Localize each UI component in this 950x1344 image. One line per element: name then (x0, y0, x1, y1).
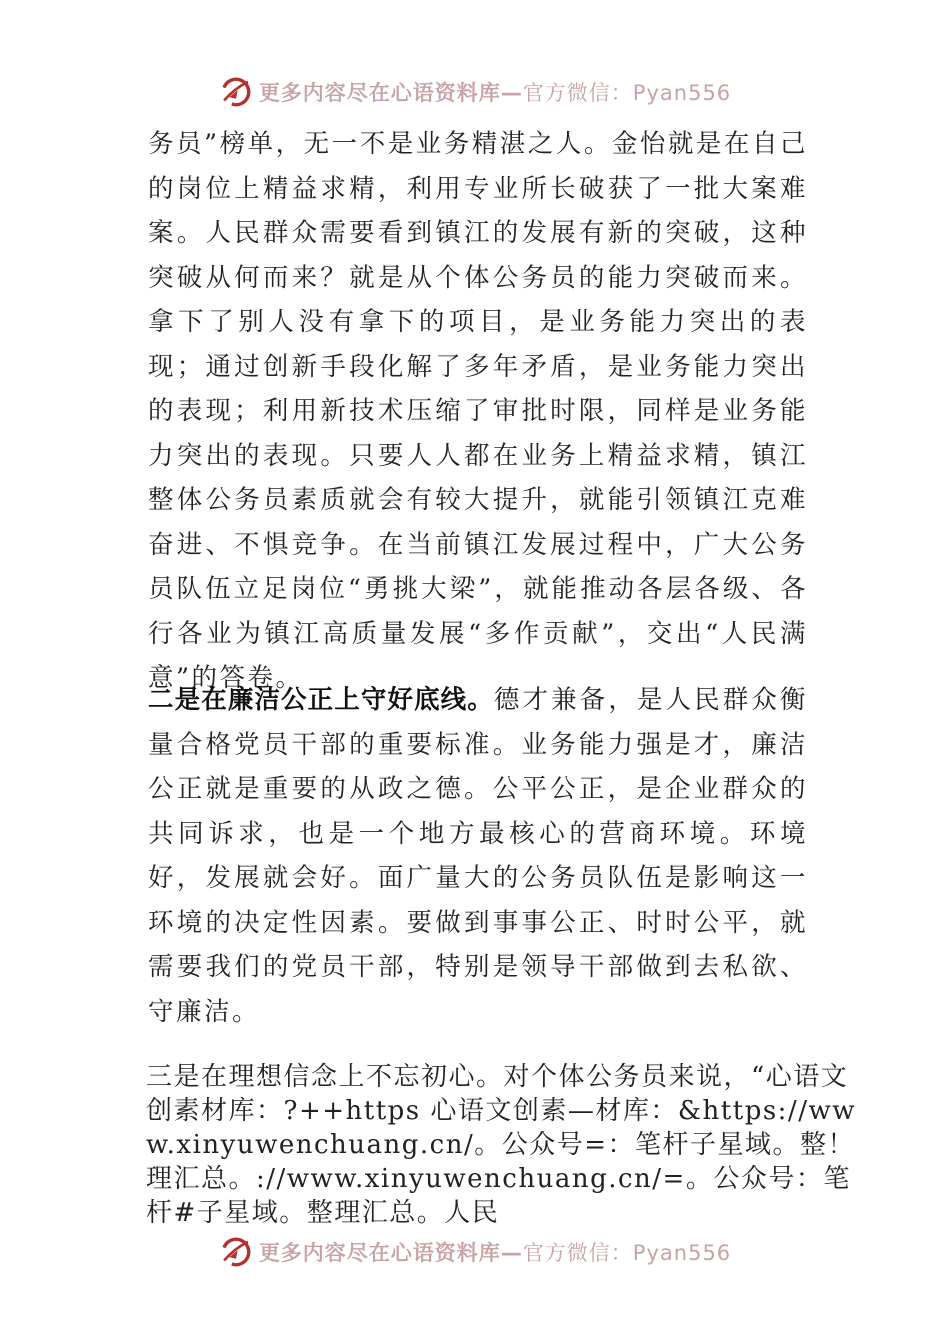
watermark-main: 更多内容尽在心语资料库 (258, 1241, 501, 1265)
watermark-wechat: 官方微信：Pyan556 (522, 1241, 732, 1265)
brand-logo-icon (219, 1235, 253, 1269)
watermark-main: 更多内容尽在心语资料库 (258, 81, 501, 105)
footer-watermark (0, 1232, 950, 1272)
brand-logo-icon (219, 75, 253, 109)
watermark-dash: — (500, 1241, 523, 1265)
body-paragraph-1: 务员”榜单，无一不是业务精湛之人。金怡就是在自己的岗位上精益求精，利用专业所长破获了一批大案难案。人民群众需要看到镇江的发展有新的突破，这种突破从何而来？就是从个体公务员的能力突破而来。拿下了别人没有拿下的项目，是业务能力突出的表现；通过创新手段化解了多年矛盾，是业务能力突出的表现；利用新技术压缩了审批时限，同样是业务能力突出的表现。只要人人都在业务上精益求精，镇江整体公务员素质就会有较大提升，就能引领镇江克难奋进、不惧竞争。在当前镇江发展过程中，广大公务员队伍立足岗位“勇挑大梁”，就能推动各层各级、各行各业为镇江高质量发展“多作贡献”，交出“人民满意”的答卷。 (148, 129, 808, 693)
body-paragraph-3: 三是在理想信念上不忘初心。对个体公务员来说，“心语文创素材库：?++https 心语文创素—材库：&https://www.xinyuwenchuang.cn/。公众号=：笔杆子星域。整！理汇总。://www.xinyuwenchuang.cn/=。公众号：笔杆#子星域。整理汇总。人民 (146, 1062, 856, 1228)
watermark-wechat: 官方微信：Pyan556 (522, 81, 732, 105)
watermark-dash: — (500, 81, 523, 105)
header-watermark (0, 72, 950, 112)
paragraph-heading: 二是在廉洁公正上守好底线。 (148, 685, 494, 715)
body-paragraph-2 (148, 678, 808, 1034)
paragraph-2-body: 德才兼备，是人民群众衡量合格党员干部的重要标准。业务能力强是才，廉洁公正就是重要的从政之德。公平公正，是企业群众的共同诉求，也是一个地方最核心的营商环境。环境好，发展就会好。面广量大的公务员队伍是影响这一环境的决定性因素。要做到事事公正、时时公平，就需要我们的党员干部，特别是领导干部做到去私欲、守廉洁。 (148, 685, 808, 1027)
watermark-text (259, 1237, 731, 1267)
watermark-text (259, 77, 731, 107)
